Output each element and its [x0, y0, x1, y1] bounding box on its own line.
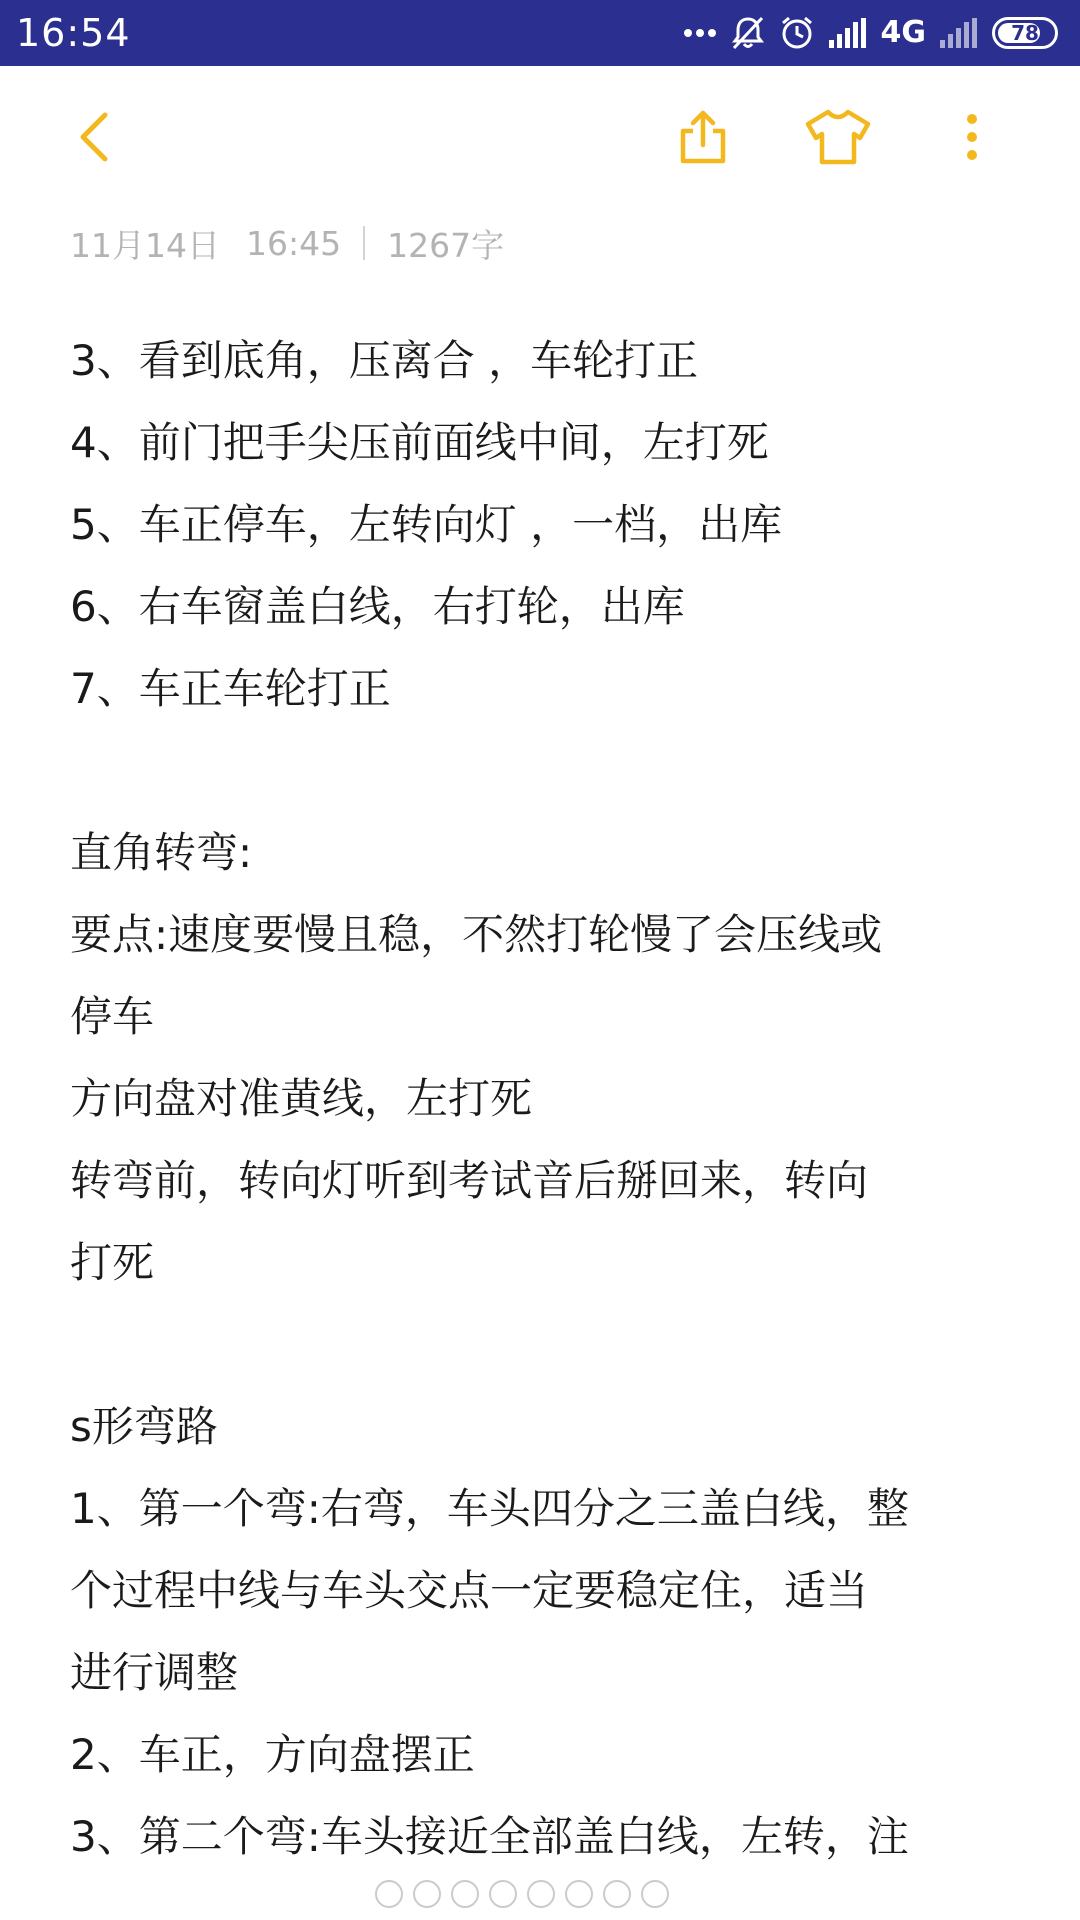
alarm-icon — [779, 15, 815, 51]
back-icon — [75, 109, 115, 169]
silent-icon — [731, 15, 765, 51]
word-count: 1267字 — [387, 225, 505, 265]
note-line: 2、车正，方向盘摆正 — [70, 1730, 475, 1779]
note-line: 6、右车窗盖白线，右打轮，出库 — [70, 582, 685, 631]
note-date: 11月14日 — [70, 225, 220, 265]
watermark-dot — [451, 1880, 479, 1908]
watermark-dot — [375, 1880, 403, 1908]
note-line: 3、第二个弯:车头接近全部盖白线，左转，注 — [70, 1812, 909, 1861]
note-body[interactable] — [70, 320, 1030, 1878]
note-line: 1、第一个弯:右弯，车头四分之三盖白线，整 — [70, 1484, 909, 1533]
note-line: 打死 — [70, 1238, 155, 1287]
network-type: 4G — [880, 15, 926, 50]
battery-icon — [992, 17, 1058, 49]
note-line: 方向盘对准黄线，左打死 — [70, 1074, 533, 1123]
watermark — [375, 1880, 669, 1908]
note-line: 进行调整 — [70, 1648, 239, 1697]
share-icon — [675, 109, 731, 169]
status-time: 16:54 — [16, 11, 131, 55]
status-icons — [683, 10, 1059, 56]
note-line: 要点:速度要慢且稳，不然打轮慢了会压线或 — [70, 910, 883, 959]
more-dots-icon — [683, 28, 717, 38]
theme-button[interactable] — [803, 104, 873, 174]
watermark-dot — [413, 1880, 441, 1908]
back-button[interactable] — [60, 104, 130, 174]
share-button[interactable] — [668, 104, 738, 174]
watermark-dot — [527, 1880, 555, 1908]
note-line: 4、前门把手尖压前面线中间，左打死 — [70, 418, 769, 467]
note-line: 3、看到底角，压离合 ，车轮打正 — [70, 336, 699, 385]
note-line: 转弯前，转向灯听到考试音后掰回来，转向 — [70, 1156, 869, 1205]
meta-divider — [363, 226, 365, 260]
more-button[interactable] — [937, 104, 1007, 174]
note-line: 5、车正停车，左转向灯 ，一档，出库 — [70, 500, 783, 549]
note-blank-line — [70, 730, 1030, 812]
note-line: 7、车正车轮打正 — [70, 664, 391, 713]
note-line: 停车 — [70, 992, 155, 1041]
note-blank-line — [70, 1304, 1030, 1386]
battery-percent: 78 — [1011, 21, 1039, 45]
note-toolbar — [0, 66, 1080, 206]
note-meta — [70, 218, 504, 268]
watermark-dot — [641, 1880, 669, 1908]
note-line: 直角转弯: — [70, 828, 253, 877]
note-line: 个过程中线与车头交点一定要稳定住，适当 — [70, 1566, 869, 1615]
theme-shirt-icon — [804, 108, 872, 170]
watermark-dot — [565, 1880, 593, 1908]
signal-icon — [829, 18, 867, 48]
note-time: 16:45 — [245, 223, 342, 263]
watermark-dot — [603, 1880, 631, 1908]
note-line: s形弯路 — [70, 1402, 218, 1451]
watermark-dot — [489, 1880, 517, 1908]
more-vertical-icon — [966, 113, 978, 165]
status-bar — [0, 0, 1080, 66]
signal-icon — [940, 18, 978, 48]
